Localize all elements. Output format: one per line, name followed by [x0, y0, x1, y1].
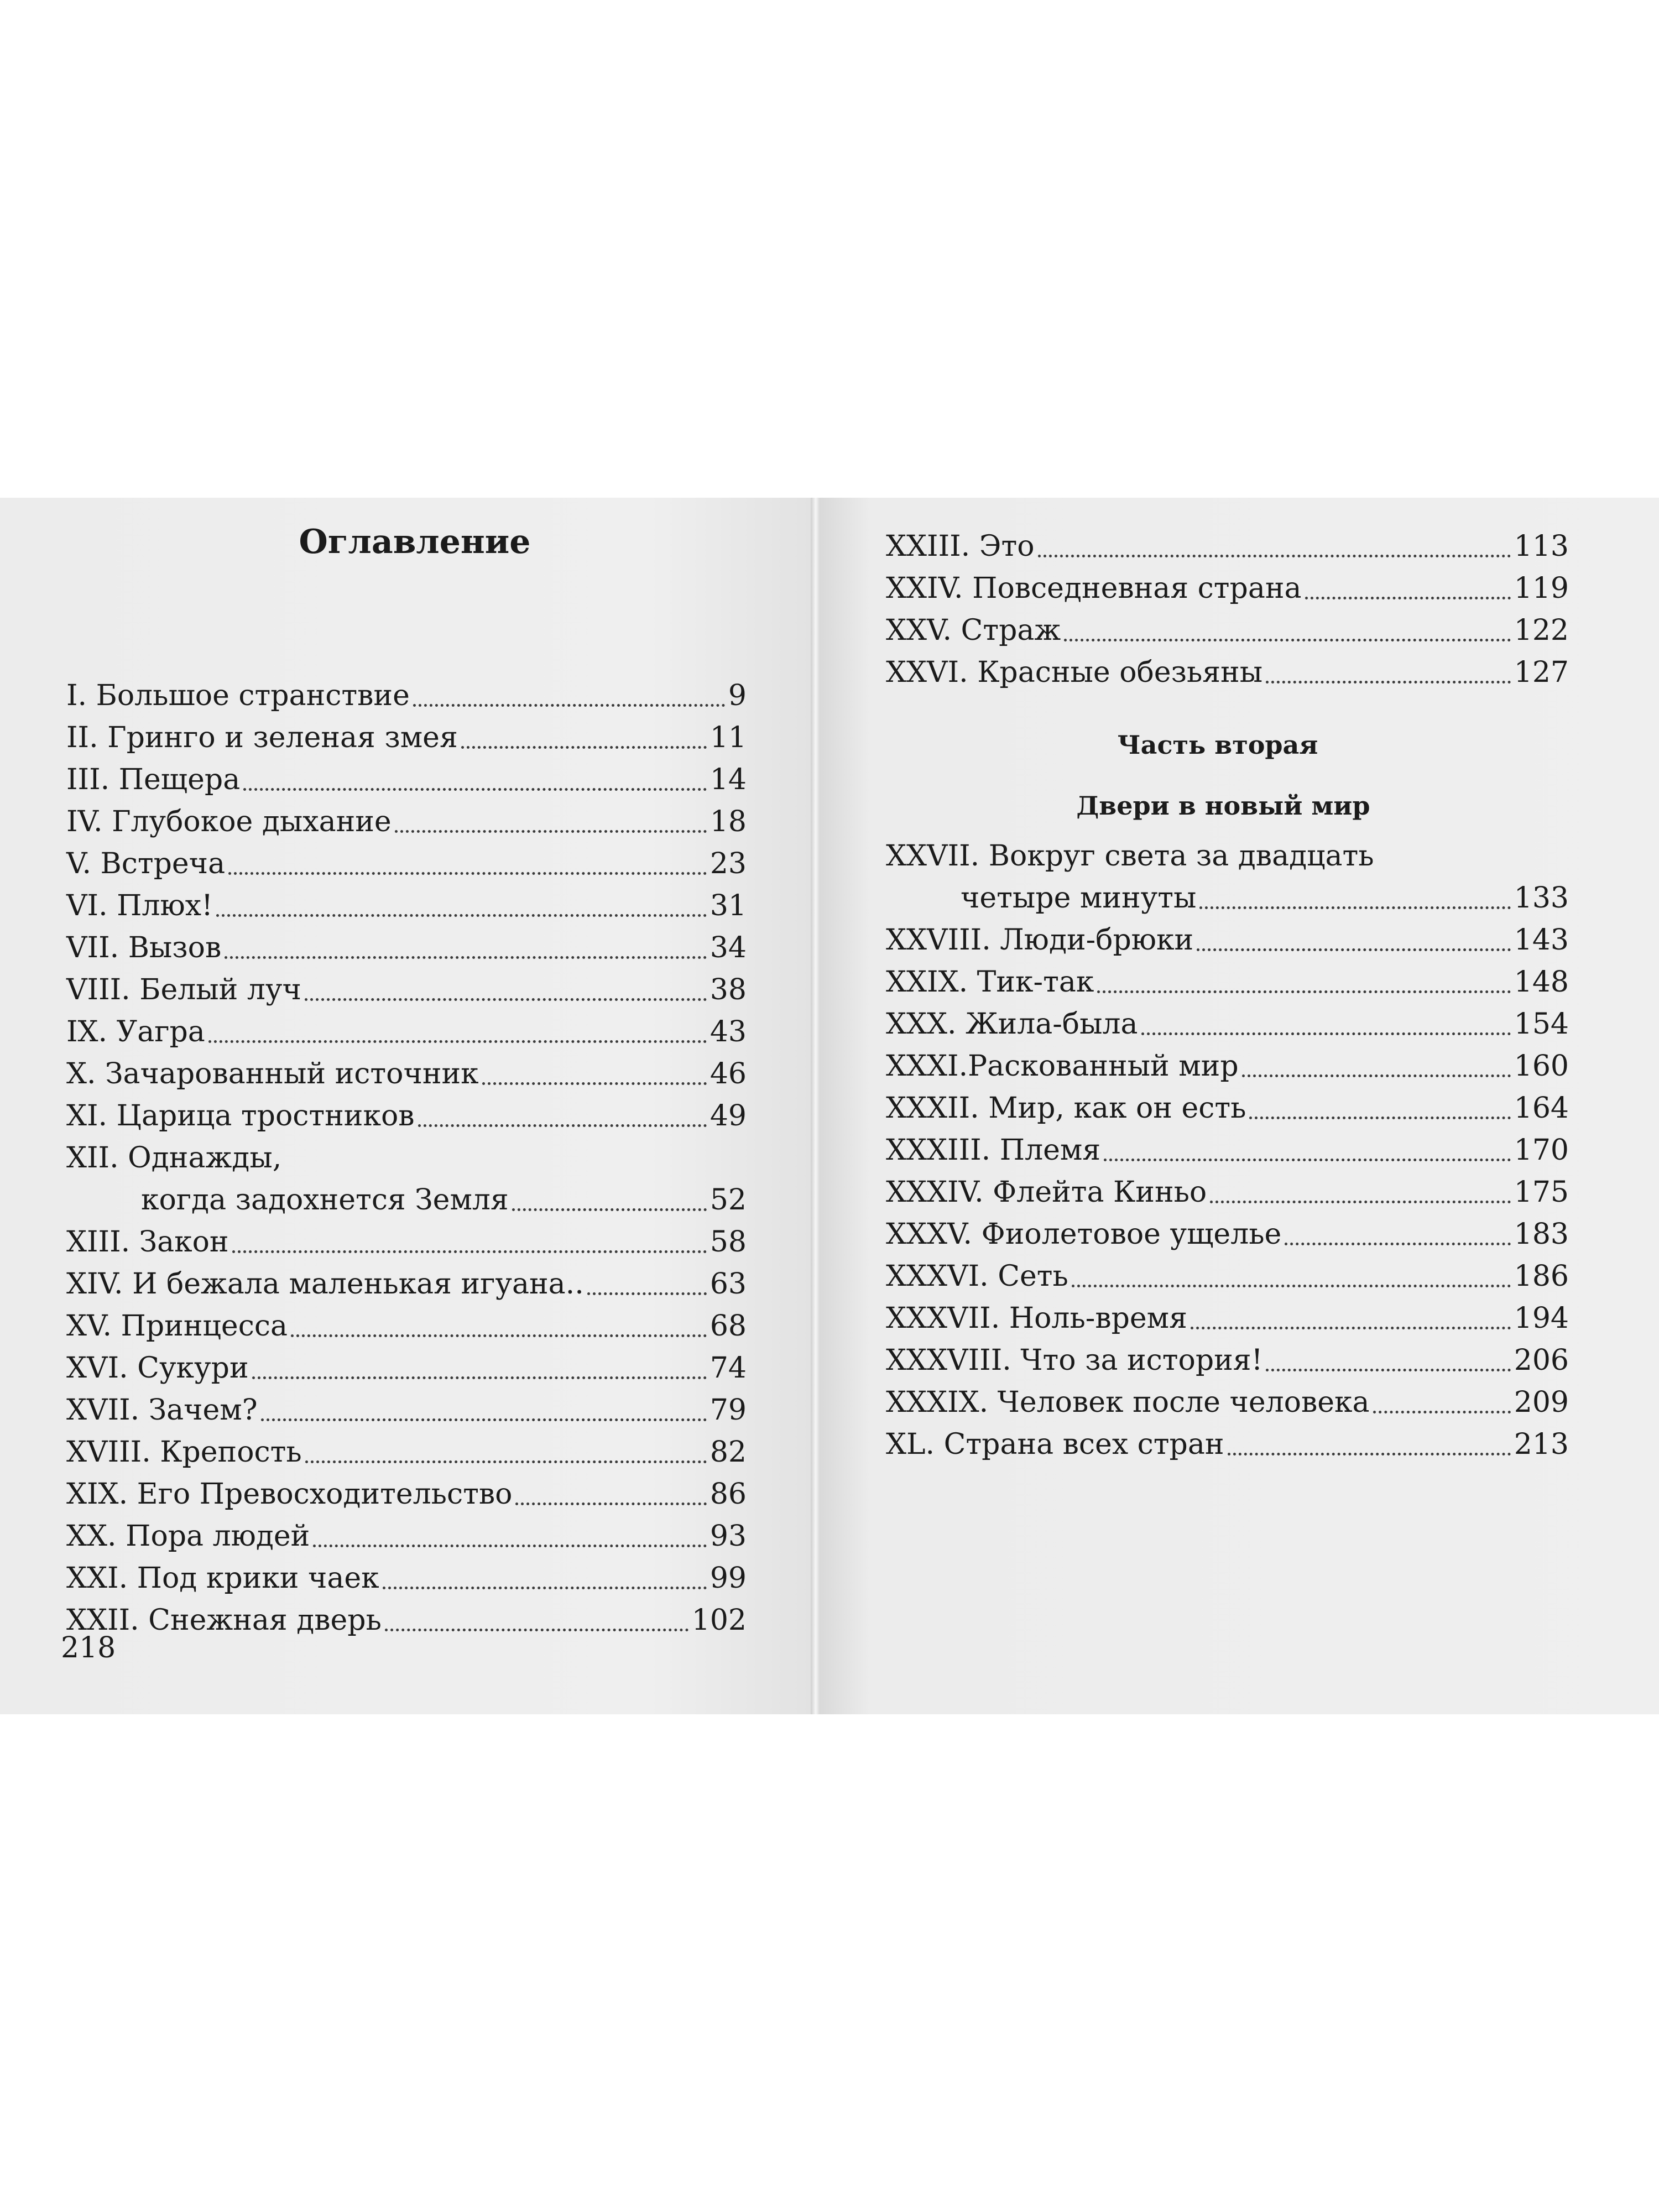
toc-entry: [66, 969, 747, 1011]
toc-entry-page: 14: [709, 763, 747, 796]
toc-entry-page: 213: [1514, 1428, 1569, 1461]
page-number: 218: [61, 1631, 116, 1665]
dot-leader: [515, 1502, 706, 1505]
toc-entry-page: 63: [709, 1267, 747, 1301]
toc-entry: [886, 1171, 1569, 1213]
toc-entry-title: XXVIII. Люди-брюки: [886, 924, 1194, 957]
toc-entry-page: 9: [728, 679, 747, 712]
toc-entry-page: 49: [709, 1099, 747, 1133]
toc-entry: [886, 1297, 1569, 1339]
toc-entry-title: XXXVI. Сеть: [886, 1260, 1068, 1293]
dot-leader: [243, 787, 707, 791]
toc-entry-title: XXXVII. Ноль-время: [886, 1302, 1187, 1335]
dot-leader: [261, 1418, 707, 1421]
toc-entry-page: 186: [1514, 1260, 1569, 1293]
dot-leader: [461, 745, 707, 749]
toc-entry-page: 43: [709, 1015, 747, 1048]
toc-entry-title: XVIII. Крепость: [66, 1436, 302, 1469]
toc-entry: [66, 1473, 747, 1515]
toc-entry: [66, 1011, 747, 1053]
toc-entry: [886, 609, 1569, 651]
toc-entry-page: 86: [709, 1478, 747, 1511]
toc-entry-title-cont: когда задохнется Земля: [141, 1183, 509, 1217]
toc-entry-page: 122: [1514, 614, 1569, 647]
toc-entry-page: 38: [709, 973, 747, 1006]
dot-leader: [1141, 1032, 1511, 1035]
toc-entry-page: 99: [709, 1562, 747, 1595]
toc-entry: [66, 1515, 747, 1557]
dot-leader: [587, 1292, 707, 1295]
dot-leader: [228, 872, 707, 875]
toc-entry-page: 183: [1514, 1218, 1569, 1251]
book-spread: [0, 498, 1659, 1714]
toc-entry-title: XVI. Сукури: [66, 1352, 249, 1385]
dot-leader: [1072, 1284, 1511, 1287]
dot-leader: [252, 1376, 707, 1379]
toc-entry: [66, 1347, 747, 1389]
dot-leader: [305, 1460, 707, 1463]
toc-entry: [66, 759, 747, 801]
toc-entry-page: 82: [709, 1436, 747, 1469]
toc-entry: [886, 919, 1569, 961]
toc-entry-page: 194: [1514, 1302, 1569, 1335]
dot-leader: [1197, 948, 1511, 951]
toc-entry-title: XXXI.Раскованный мир: [886, 1050, 1239, 1083]
toc-entry-title: XL. Страна всех стран: [886, 1428, 1224, 1461]
toc-entry-title: XXIII. Это: [886, 530, 1035, 563]
toc-entry-page: 170: [1514, 1134, 1569, 1167]
toc-entry-title: XVII. Зачем?: [66, 1394, 258, 1427]
dot-leader: [482, 1082, 707, 1085]
toc-entry-title: XIX. Его Превосходительство: [66, 1478, 513, 1511]
toc-entry-title: VI. Плюх!: [66, 889, 213, 922]
dot-leader: [418, 1124, 707, 1127]
toc-entry-page: 11: [709, 721, 747, 754]
toc-entry: [886, 1423, 1569, 1465]
toc-entry-page: 18: [709, 805, 747, 838]
dot-leader: [1242, 1074, 1511, 1077]
dot-leader: [385, 1628, 688, 1631]
toc-entry: [886, 1339, 1569, 1381]
toc-entry: [66, 927, 747, 969]
toc-list-left: [66, 675, 747, 1641]
dot-leader: [1228, 1452, 1511, 1455]
toc-entry-page: 154: [1514, 1008, 1569, 1041]
dot-leader: [1199, 906, 1510, 909]
toc-heading: Оглавление: [299, 523, 531, 561]
toc-entry-title: XXXIX. Человек после человека: [886, 1386, 1370, 1419]
toc-entry: [66, 675, 747, 717]
dot-leader: [291, 1334, 707, 1337]
toc-entry-page: 119: [1514, 572, 1569, 605]
toc-entry-title-cont: четыре минуты: [961, 881, 1197, 915]
toc-entry: [66, 1557, 747, 1599]
toc-entry-title: XXIV. Повседневная страна: [886, 572, 1302, 605]
toc-entry-page: 148: [1514, 966, 1569, 999]
dot-leader: [208, 1040, 707, 1043]
toc-entry-title: XXI. Под крики чаек: [66, 1562, 379, 1595]
toc-entry-page: 58: [709, 1225, 747, 1259]
dot-leader: [512, 1208, 707, 1211]
toc-entry-page: 209: [1514, 1386, 1569, 1419]
toc-entry-page: 68: [709, 1310, 747, 1343]
toc-entry-title: XXV. Страж: [886, 614, 1061, 647]
dot-leader: [413, 703, 725, 707]
toc-entry: [66, 1263, 747, 1305]
toc-entry-title: XII. Однажды,: [66, 1141, 282, 1175]
toc-entry-line2: [886, 877, 1569, 919]
toc-entry: [886, 835, 1569, 919]
toc-entry: [66, 885, 747, 927]
toc-entry-title: XXXVIII. Что за история!: [886, 1344, 1263, 1377]
dot-leader: [1305, 596, 1511, 599]
toc-entry: [886, 1087, 1569, 1129]
toc-entry-title: I. Большое странствие: [66, 679, 410, 712]
dot-leader: [1249, 1116, 1510, 1119]
toc-entry-page: 206: [1514, 1344, 1569, 1377]
toc-entry: [886, 1213, 1569, 1255]
toc-entry-page: 31: [709, 889, 747, 922]
toc-entry: [66, 717, 747, 759]
toc-entry-title: XXXIV. Флейта Киньо: [886, 1176, 1207, 1209]
toc-entry-title: XXII. Снежная дверь: [66, 1604, 382, 1637]
toc-entry-title: XXVII. Вокруг света за двадцать: [886, 839, 1374, 873]
toc-entry-page: 34: [709, 931, 747, 964]
toc-entry-title: VIII. Белый луч: [66, 973, 301, 1006]
dot-leader: [1097, 990, 1510, 993]
toc-entry: [886, 567, 1569, 609]
toc-entry: [886, 1129, 1569, 1171]
toc-entry-page: 143: [1514, 924, 1569, 957]
toc-entry-title: XI. Царица тростников: [66, 1099, 415, 1133]
toc-entry: [66, 1389, 747, 1431]
dot-leader: [1210, 1200, 1511, 1203]
right-page: [820, 498, 1659, 1714]
toc-entry-title: XIV. И бежала маленькая игуана..: [66, 1267, 584, 1301]
toc-entry: [66, 1137, 747, 1221]
toc-entry: [886, 525, 1569, 567]
toc-entry-title: XXX. Жила-была: [886, 1008, 1138, 1041]
dot-leader: [1191, 1326, 1511, 1329]
toc-entry: [886, 1003, 1569, 1045]
toc-entry: [886, 1381, 1569, 1423]
toc-entry-page: 164: [1514, 1092, 1569, 1125]
toc-entry: [66, 1053, 747, 1095]
toc-entry-line2: [66, 1179, 747, 1221]
toc-entry-title: XXIX. Тик-так: [886, 966, 1094, 999]
toc-entry-page: 113: [1514, 530, 1569, 563]
toc-entry-page: 127: [1514, 656, 1569, 689]
toc-entry-page: 160: [1514, 1050, 1569, 1083]
dot-leader: [1285, 1242, 1510, 1245]
part-heading: Часть вторая: [1117, 730, 1318, 760]
toc-entry: [66, 1221, 747, 1263]
toc-entry: [66, 1431, 747, 1473]
dot-leader: [225, 956, 707, 959]
toc-entry-title: XXXV. Фиолетовое ущелье: [886, 1218, 1282, 1251]
dot-leader: [1038, 554, 1511, 557]
toc-entry-title: XX. Пора людей: [66, 1520, 310, 1553]
toc-entry-page: 52: [709, 1183, 747, 1217]
dot-leader: [305, 998, 707, 1001]
toc-entry-title: V. Встреча: [66, 847, 226, 880]
dot-leader: [1373, 1410, 1511, 1413]
dot-leader: [1064, 638, 1510, 641]
toc-entry-title: IV. Глубокое дыхание: [66, 805, 392, 838]
dot-leader: [395, 830, 707, 833]
dot-leader: [216, 914, 707, 917]
toc-entry-page: 74: [709, 1352, 747, 1385]
dot-leader: [313, 1544, 707, 1547]
toc-entry-title: XIII. Закон: [66, 1225, 229, 1259]
toc-entry: [66, 1305, 747, 1347]
toc-entry: [886, 651, 1569, 693]
dot-leader: [1104, 1158, 1511, 1161]
toc-entry: [886, 1045, 1569, 1087]
toc-list-right-bottom: [886, 835, 1569, 1465]
toc-entry-page: 46: [709, 1057, 747, 1091]
toc-entry-title: IX. Уагра: [66, 1015, 205, 1048]
toc-entry: [886, 1255, 1569, 1297]
toc-entry-title: III. Пещера: [66, 763, 241, 796]
toc-entry-page: 79: [709, 1394, 747, 1427]
dot-leader: [383, 1586, 707, 1589]
dot-leader: [232, 1250, 707, 1253]
toc-entry: [66, 801, 747, 843]
toc-entry: [66, 1599, 747, 1641]
toc-list-right-top: [886, 525, 1569, 693]
left-page: [0, 498, 813, 1714]
dot-leader: [1266, 1368, 1510, 1371]
toc-entry-title: VII. Вызов: [66, 931, 222, 964]
toc-entry-title: II. Гринго и зеленая змея: [66, 721, 458, 754]
toc-entry-page: 133: [1514, 881, 1569, 915]
toc-entry: [886, 961, 1569, 1003]
toc-entry-title: X. Зачарованный источник: [66, 1057, 479, 1091]
toc-entry-title: XXVI. Красные обезьяны: [886, 656, 1263, 689]
toc-entry: [66, 1095, 747, 1137]
toc-entry-page: 175: [1514, 1176, 1569, 1209]
toc-entry-page: 93: [709, 1520, 747, 1553]
toc-entry: [66, 843, 747, 885]
toc-entry-page: 102: [691, 1604, 747, 1637]
dot-leader: [1266, 680, 1511, 684]
toc-entry-title: XV. Принцесса: [66, 1310, 288, 1343]
toc-entry-title: XXXII. Мир, как он есть: [886, 1092, 1246, 1125]
toc-entry-page: 23: [709, 847, 747, 880]
toc-entry-title: XXXIII. Племя: [886, 1134, 1101, 1167]
part-subtitle: Двери в новый мир: [1076, 791, 1370, 821]
